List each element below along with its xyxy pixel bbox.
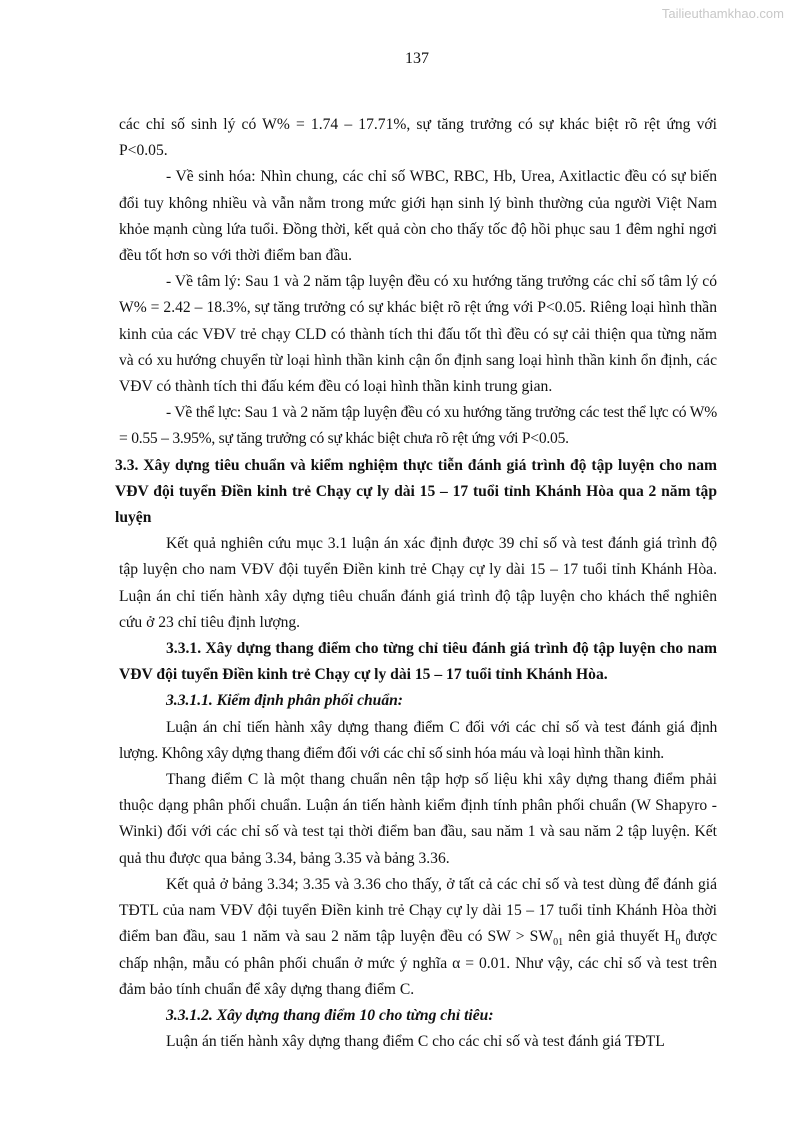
- subscript: 0: [675, 937, 681, 949]
- paragraph-section-intro: Kết quả nghiên cứu mục 3.1 luận án xác định được 39 chỉ số và test đánh giá trình độ tập luyện cho nam VĐV đội tuyển Điền kinh trẻ Chạy cự ly dài 15 – 17 tuổi tỉnh Khánh Hòa. Luận án chỉ tiến hành xây dựng tiêu chuẩn đánh giá trình độ tập luyện cho khách thể nghiên cứu ở 23 chỉ tiêu định lượng.: [119, 535, 717, 631]
- paragraph-psychology: - Về tâm lý: Sau 1 và 2 năm tập luyện đều có xu hướng tăng trưởng các chỉ số tâm lý có W% = 2.42 – 18.3%, sự tăng trưởng có sự khác biệt rõ rệt ứng với P<0.05. Riêng loại hình thần kinh của các VĐV trẻ chạy CLD có thành tích thi đấu tốt thì đều có sự cải thiện qua từng năm và có xu hướng chuyển từ loại hình thần kinh cận ổn định sang loại hình thần kinh ổn định, các VĐV có thành tích thi đấu kém đều có loại hình thần kinh trung gian.: [119, 273, 717, 396]
- page-body: [115, 112, 717, 1055]
- text-run: được chấp nhận, mẫu có phân phối chuẩn ở mức ý nghĩa α = 0.01. Như vậy, các chỉ số và test trên đảm bảo tính chuẩn để xây dựng thang điểm C.: [119, 928, 717, 998]
- subscript: 01: [553, 937, 564, 949]
- paragraph-test-results: [119, 872, 717, 1003]
- paragraph-fitness: - Về thể lực: Sau 1 và 2 năm tập luyện đều có xu hướng tăng trưởng các test thể lực có W% = 0.55 – 3.95%, sự tăng trưởng có sự khác biệt chưa rõ rệt ứng với P<0.05.: [119, 404, 717, 448]
- page-number: 137: [405, 50, 429, 67]
- paragraph-biochemistry: - Về sinh hóa: Nhìn chung, các chỉ số WBC, RBC, Hb, Urea, Axitlactic đều có sự biến đổi tuy không nhiều và vẫn nằm trong mức giới hạn sinh lý bình thường của người Việt Nam khỏe mạnh cùng lứa tuổi. Đồng thời, kết quả còn cho thấy tốc độ hồi phục sau 1 đêm nghỉ ngơi đều tốt hơn so với thời điểm ban đầu.: [119, 168, 717, 265]
- paragraph-physiology-summary: các chỉ số sinh lý có W% = 1.74 – 17.71%, sự tăng trưởng có sự khác biệt rõ rệt ứng với P<0.05.: [119, 116, 717, 160]
- section-heading-3-3-1-1: 3.3.1.1. Kiểm định phân phối chuẩn:: [166, 692, 403, 710]
- paragraph-scale-construction: Luận án tiến hành xây dựng thang điểm C cho các chỉ số và test đánh giá TĐTL: [166, 1033, 665, 1051]
- text-run: Kết quả ở bảng 3.34; 3.35 và 3.36 cho thấy, ở tất cả các chỉ số và test dùng để đánh giá TĐTL của nam VĐV đội tuyển Điền kinh trẻ Chạy cự ly dài 15 – 17 tuổi tỉnh Khánh Hòa thời điểm ban đầu, sau 1 năm và sau 2 năm tập luyện đều có SW > SW: [119, 875, 717, 946]
- section-heading-3-3: 3.3. Xây dựng tiêu chuẩn và kiểm nghiệm thực tiễn đánh giá trình độ tập luyện cho nam VĐV đội tuyển Điền kinh trẻ Chạy cự ly dài 15 – 17 tuổi tỉnh Khánh Hòa qua 2 năm tập luyện: [115, 456, 717, 527]
- paragraph-normal-distribution: Thang điểm C là một thang chuẩn nên tập hợp số liệu khi xây dựng thang điểm phải thuộc dạng phân phối chuẩn. Luận án tiến hành kiểm định tính phân phối chuẩn (W Shapyro - Winki) đối với các chỉ số và test tại thời điểm ban đầu, sau năm 1 và sau năm 2 tập luyện. Kết quả thu được qua bảng 3.34, bảng 3.35 và bảng 3.36.: [119, 771, 717, 867]
- section-heading-3-3-1: 3.3.1. Xây dựng thang điểm cho từng chỉ tiêu đánh giá trình độ tập luyện cho nam VĐV đội tuyển Điền kinh trẻ Chạy cự ly dài 15 – 17 tuổi tỉnh Khánh Hòa.: [119, 640, 717, 684]
- watermark: Tailieuthamkhao.com: [661, 6, 784, 21]
- section-heading-3-3-1-2: 3.3.1.2. Xây dựng thang điểm 10 cho từng chỉ tiêu:: [166, 1006, 494, 1024]
- text-run: nên giả thuyết H: [563, 928, 676, 946]
- paragraph-scale-scope: Luận án chỉ tiến hành xây dựng thang điểm C đối với các chỉ số và test đánh giá định lượng. Không xây dựng thang điểm đối với các chỉ số sinh hóa máu và loại hình thần kinh.: [119, 718, 717, 762]
